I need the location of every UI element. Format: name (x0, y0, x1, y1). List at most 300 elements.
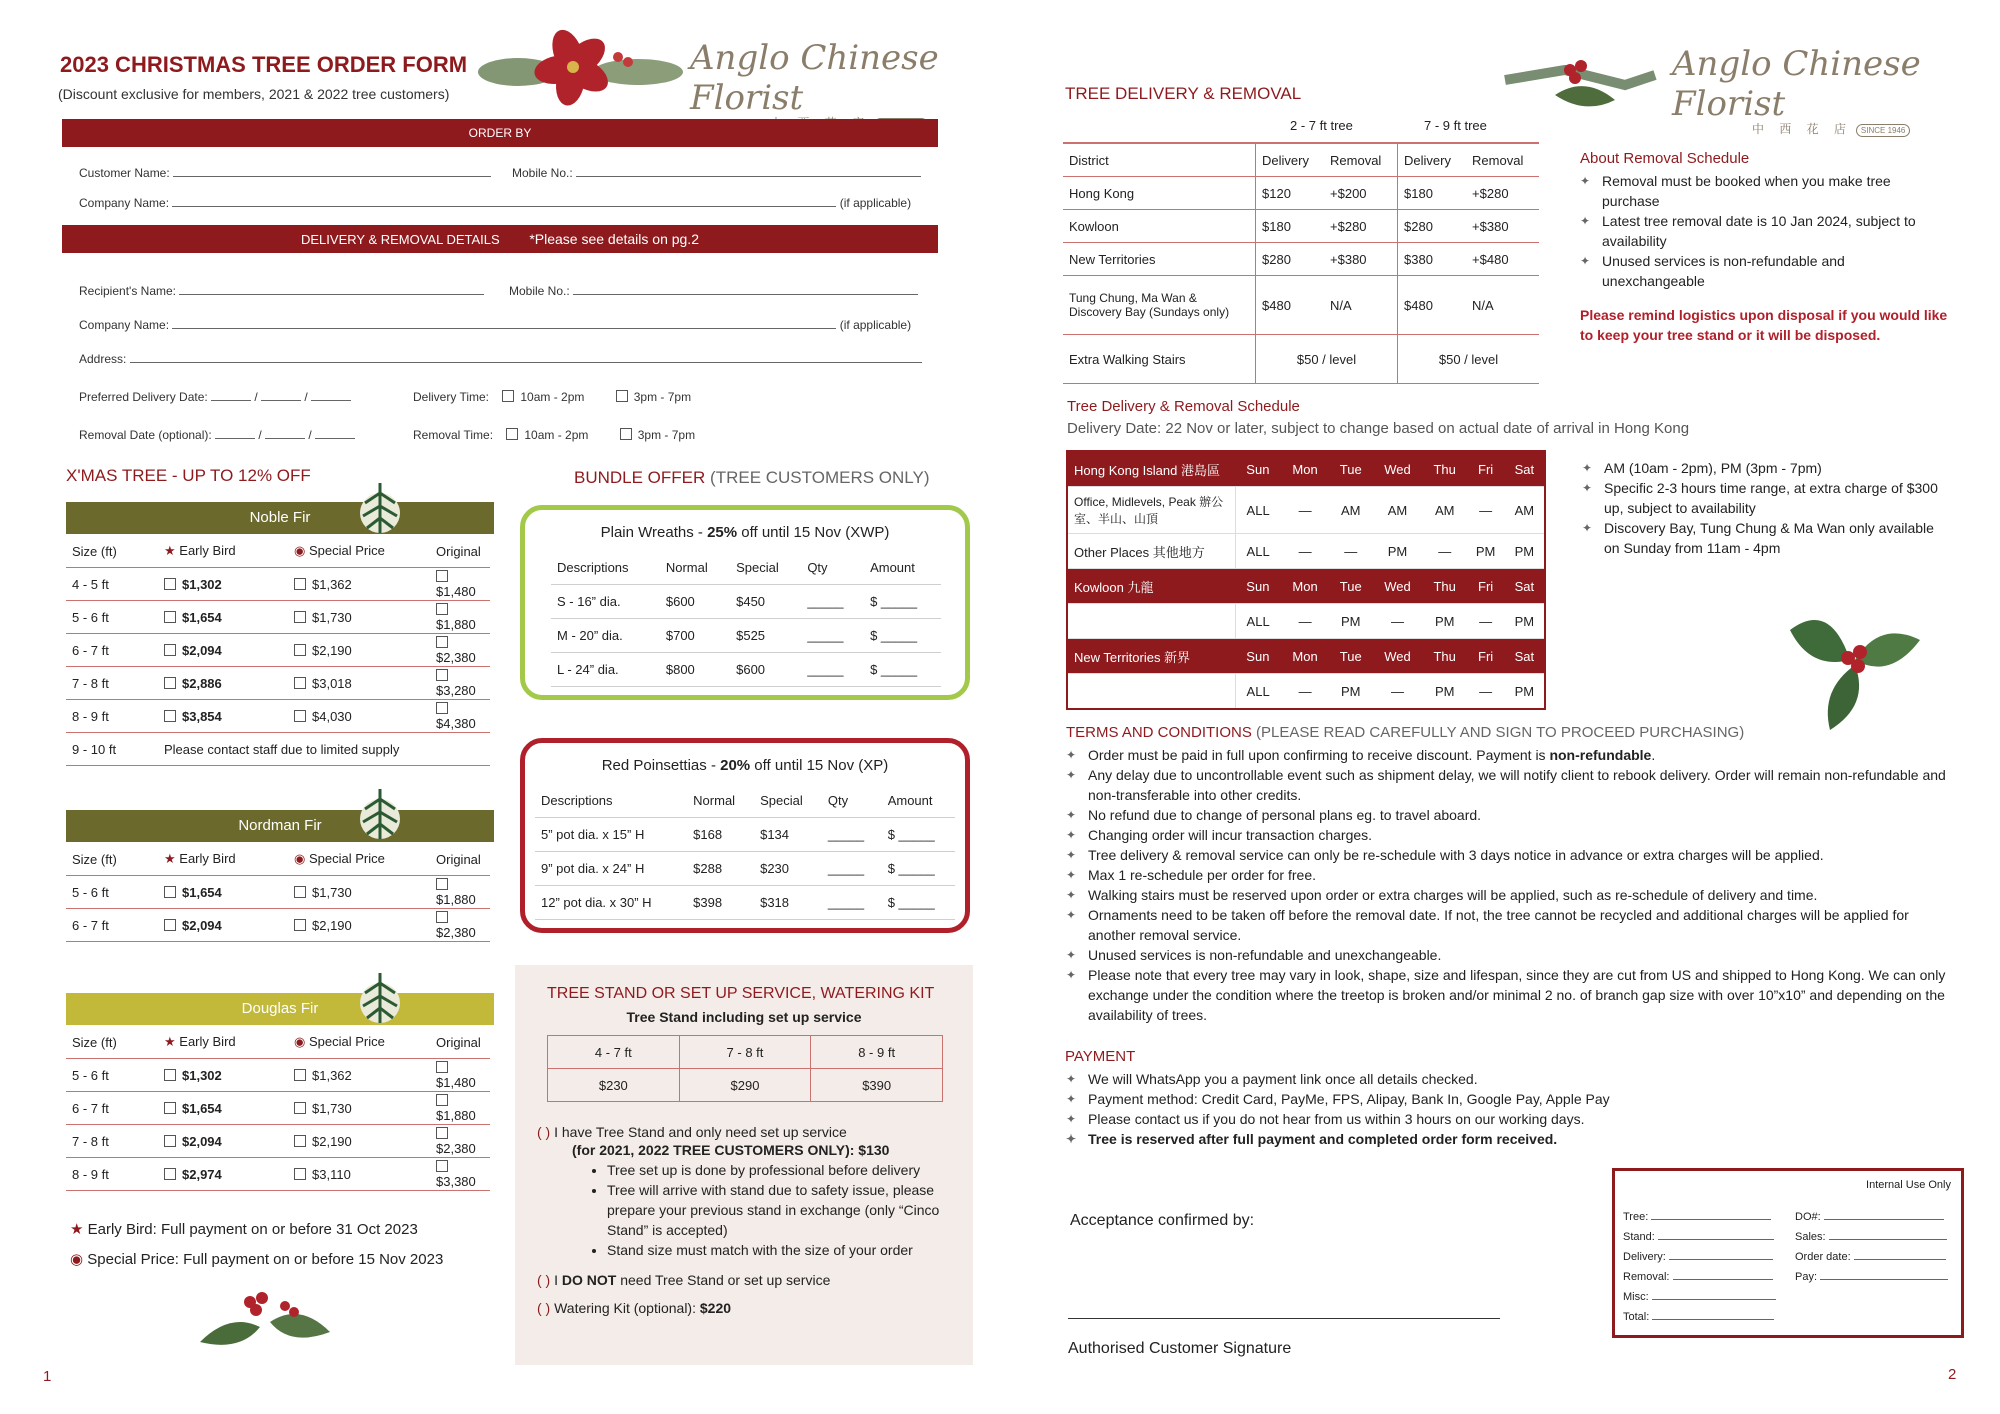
desc-cell: 9” pot dia. x 24” H (535, 852, 687, 886)
qty-input[interactable]: _____ (801, 585, 864, 619)
early-checkbox[interactable] (164, 710, 176, 722)
tree-stand-box (515, 965, 973, 1365)
no-stand-option[interactable] (537, 1272, 973, 1288)
size-cell: 6 - 7 ft (66, 1092, 158, 1125)
slot-cell: PM (1505, 674, 1545, 710)
special-note-text: Special Price: Full payment on or before 15 Nov 2023 (87, 1251, 444, 1268)
size-cell: 7 - 8 ft (66, 1125, 158, 1158)
poinsettia-table (535, 784, 955, 920)
amount-input[interactable]: $ _____ (882, 852, 955, 886)
price-cell: $280 (1256, 243, 1325, 276)
pine-branch-icon (355, 784, 405, 844)
size-cell: 7 - 8 ft (66, 667, 158, 700)
logo-text: Anglo Chinese Florist (1672, 44, 1921, 124)
preferred-delivery-date-field[interactable]: Preferred Delivery Date: / / (79, 390, 351, 404)
special-checkbox[interactable] (294, 1135, 306, 1147)
slot-cell: AM (1505, 487, 1545, 534)
qty-input[interactable]: _____ (801, 653, 864, 687)
stand-size-cell: 7 - 8 ft (679, 1036, 811, 1069)
price-cell: $480 (1398, 276, 1467, 335)
recipient-name-field[interactable] (79, 284, 484, 298)
table-row (1067, 487, 1545, 534)
special-cell: $230 (754, 852, 822, 886)
list-item: • Stand size must match with the size of your order (607, 1240, 953, 1260)
amount-input[interactable]: $ _____ (864, 653, 941, 687)
table-row (66, 1059, 490, 1092)
slot-cell: — (1372, 674, 1423, 710)
slot-cell: ALL (1235, 487, 1281, 534)
original-checkbox[interactable] (436, 636, 448, 648)
internal-field[interactable] (1795, 1267, 1948, 1287)
payment-list (1066, 1069, 1946, 1149)
price-cell: $50 / level (1398, 335, 1539, 384)
internal-use-title: Internal Use Only (1866, 1179, 1951, 1191)
stand-size-cell: 8 - 9 ft (811, 1036, 943, 1069)
district-cell: Kowloon (1063, 210, 1256, 243)
slot-cell: PM (1329, 674, 1372, 710)
list-item: ✦ Order must be paid in full upon confirming to receive discount. Payment is non-refundable. (1066, 745, 1946, 765)
original-checkbox[interactable] (436, 878, 448, 890)
col-original: Original (430, 843, 490, 876)
list-item: ✦ Any delay due to uncontrollable event such as shipment delay, we will notify client to rebook delivery. Order will remain non-refundable and non-transferable into other credits. (1066, 765, 1946, 805)
special-cell: $134 (754, 818, 822, 852)
original-price: $1,880 (436, 1108, 476, 1123)
recipient-mobile-label: Mobile No.: (509, 284, 570, 298)
slot-cell: ALL (1235, 674, 1281, 710)
removal-pm-checkbox[interactable] (620, 428, 632, 440)
brand-logo (690, 38, 1000, 131)
delivery-pm-checkbox[interactable] (616, 390, 628, 402)
setup-only-price: (for 2021, 2022 TREE CUSTOMERS ONLY): $130 (572, 1142, 890, 1158)
form-subtitle: (Discount exclusive for members, 2021 & 2022 tree customers) (58, 86, 450, 102)
poinsettia-title-post: off until 15 Nov (XP) (750, 757, 889, 774)
special-checkbox[interactable] (294, 1102, 306, 1114)
desc-cell: S - 16” dia. (551, 585, 660, 619)
price-cell: $180 (1256, 210, 1325, 243)
wreath-title-pct: 25% (707, 524, 738, 541)
bundle-offer-title (574, 468, 929, 488)
setup-only-option[interactable] (537, 1124, 973, 1140)
early-price: $2,974 (182, 1166, 222, 1182)
schedule-subtitle: Delivery Date: 22 Nov or later, subject to change based on actual date of arrival in Hong Kong (1067, 420, 1690, 437)
terms-list (1066, 745, 1946, 1025)
internal-field[interactable] (1623, 1267, 1776, 1287)
list-item: ✦ Discovery Bay, Tung Chung & Ma Wan only available on Sunday from 11am - 4pm (1582, 518, 1942, 558)
original-checkbox[interactable] (436, 1061, 448, 1073)
col-original: Original (430, 1026, 490, 1059)
day-cell: Wed (1372, 451, 1423, 487)
amount-input[interactable]: $ _____ (864, 619, 941, 653)
special-checkbox[interactable] (294, 611, 306, 623)
special-price: $4,030 (312, 708, 352, 724)
early-price: $2,094 (182, 642, 222, 658)
slot-cell: PM (1423, 674, 1467, 710)
area-cell: Other Places 其他地方 (1067, 534, 1235, 569)
list-item: ✦ Changing order will incur transaction charges. (1066, 825, 1946, 845)
col-qty: Qty (822, 784, 882, 818)
removal-schedule-info (1580, 150, 1950, 345)
poinsettia-title-pre: Red Poinsettias - (601, 757, 721, 774)
delivery-time-label: Delivery Time: (413, 390, 490, 404)
qty-input[interactable]: _____ (822, 852, 882, 886)
col-size: Size (ft) (66, 535, 158, 568)
order-by-bar: ORDER BY (62, 119, 938, 147)
delivery-am-checkbox[interactable] (502, 390, 514, 402)
qty-input[interactable]: _____ (822, 818, 882, 852)
logo-text: Anglo Chinese Florist (690, 38, 939, 118)
price-cell: +$380 (1324, 243, 1398, 276)
no-stand-post: need Tree Stand or set up service (616, 1272, 831, 1288)
special-price: $2,190 (312, 642, 352, 658)
table-header-row (1067, 569, 1545, 604)
special-checkbox[interactable] (294, 644, 306, 656)
early-checkbox[interactable] (164, 578, 176, 590)
col-special: Special (730, 551, 801, 585)
logo-since: SINCE 1946 (1856, 124, 1910, 137)
table-header-row (551, 551, 941, 585)
day-cell: Sat (1505, 451, 1545, 487)
district-cell: Extra Walking Stairs (1063, 335, 1256, 384)
slot-cell: ALL (1235, 534, 1281, 569)
option-paren: ( ) (537, 1300, 551, 1316)
form-title: 2023 CHRISTMAS TREE ORDER FORM (60, 52, 468, 77)
original-checkbox[interactable] (436, 570, 448, 582)
price-cell: $180 (1398, 177, 1467, 210)
table-row (551, 619, 941, 653)
desc-cell: 12” pot dia. x 30” H (535, 886, 687, 920)
watering-kit-option[interactable] (537, 1300, 973, 1316)
price-cell: +$280 (1466, 177, 1539, 210)
slot-cell: AM (1329, 487, 1372, 534)
company-name-label: Company Name: (79, 196, 170, 210)
price-cell: N/A (1324, 276, 1398, 335)
special-checkbox[interactable] (294, 886, 306, 898)
removal-bullets (1580, 171, 1950, 291)
address-field[interactable] (79, 352, 922, 366)
internal-field[interactable] (1623, 1207, 1776, 1227)
mobile-label: Mobile No.: (512, 166, 573, 180)
table-row (535, 886, 955, 920)
day-cell: Sun (1235, 569, 1281, 604)
poinsettia-decoration-icon (478, 22, 688, 112)
special-checkbox[interactable] (294, 710, 306, 722)
normal-cell: $288 (687, 852, 754, 886)
internal-field-label: Misc: (1623, 1291, 1649, 1303)
special-price: $1,362 (312, 1067, 352, 1083)
special-cell: $450 (730, 585, 801, 619)
col-size: Size (ft) (66, 843, 158, 876)
table-row (66, 733, 490, 766)
stand-price-cell: $230 (548, 1069, 680, 1102)
slot-cell: — (1466, 674, 1504, 710)
terms-title-text: TERMS AND CONDITIONS (1066, 724, 1252, 741)
recipient-mobile-field[interactable] (509, 284, 918, 298)
special-cell: $318 (754, 886, 822, 920)
poinsettia-title-pct: 20% (720, 757, 751, 774)
col-special: Special (754, 784, 822, 818)
table-header-row (66, 843, 490, 876)
payment-title: PAYMENT (1065, 1048, 1136, 1065)
terms-subtitle: (PLEASE READ CAREFULLY AND SIGN TO PROCEED PURCHASING) (1256, 724, 1745, 741)
special-price: $1,362 (312, 576, 352, 592)
table-row (551, 653, 941, 687)
size-cell: 8 - 9 ft (66, 1158, 158, 1191)
early-price: $2,094 (182, 1133, 222, 1149)
amount-input[interactable]: $ _____ (864, 585, 941, 619)
early-price: $1,654 (182, 609, 222, 625)
amount-input[interactable]: $ _____ (882, 818, 955, 852)
special-price: $1,730 (312, 609, 352, 625)
col-qty: Qty (801, 551, 864, 585)
delivery-bar-label: DELIVERY & REMOVAL DETAILS (301, 232, 500, 247)
early-price: $1,654 (182, 884, 222, 900)
list-item: ✦ We will WhatsApp you a payment link once all details checked. (1066, 1069, 1946, 1089)
setup-only-label: I have Tree Stand and only need set up service (554, 1124, 847, 1140)
list-item: ✦ Latest tree removal date is 10 Jan 2024, subject to availability (1580, 211, 1950, 251)
normal-cell: $398 (687, 886, 754, 920)
removal-date-field[interactable]: Removal Date (optional): / / (79, 428, 355, 442)
day-cell: Sun (1235, 639, 1281, 674)
early-checkbox[interactable] (164, 677, 176, 689)
removal-am-checkbox[interactable] (506, 428, 518, 440)
table-row (548, 1069, 943, 1102)
special-price: $3,018 (312, 675, 352, 691)
special-checkbox[interactable] (294, 578, 306, 590)
size-cell: 8 - 9 ft (66, 700, 158, 733)
district-cell: New Territories (1063, 243, 1256, 276)
list-item: ✦ Please note that every tree may vary in look, shape, size and lifespan, since they are cut from US and shipped to Hong Kong. We can only exchange under the condition where the treetop is broken and/or minimal 2 no. of branch gap size with over 10”x10” and depending on the availability of trees. (1066, 965, 1946, 1025)
noble-fir-table (66, 535, 490, 766)
special-price-note: ◉ Special Price: Full payment on or before 15 Nov 2023 (70, 1251, 444, 1268)
internal-field-label: Sales: (1795, 1231, 1826, 1243)
col-removal: Removal (1466, 143, 1539, 177)
schedule-title: Tree Delivery & Removal Schedule (1067, 398, 1300, 415)
col-early-label: Early Bird (179, 851, 236, 866)
internal-field[interactable] (1623, 1287, 1776, 1307)
noble-fir-header: Noble Fir (66, 502, 494, 534)
original-price: $3,280 (436, 683, 476, 698)
xmas-tree-title: X'MAS TREE - UP TO 12% OFF (66, 466, 311, 485)
col-descriptions: Descriptions (535, 784, 687, 818)
table-row (66, 700, 490, 733)
size-cell: 5 - 6 ft (66, 1059, 158, 1092)
list-item: ✦ Unused services is non-refundable and unexchangeable. (1066, 945, 1946, 965)
price-cell: N/A (1466, 276, 1539, 335)
stand-size-cell: 4 - 7 ft (548, 1036, 680, 1069)
watering-kit-label: Watering Kit (optional): (554, 1300, 696, 1316)
recipient-if-applicable: (if applicable) (839, 318, 912, 332)
no-stand-bold: DO NOT (561, 1272, 617, 1288)
col-early-label: Early Bird (179, 1034, 236, 1049)
stand-price-cell: $290 (679, 1069, 811, 1102)
slot-cell: — (1423, 534, 1467, 569)
special-price: $2,190 (312, 1133, 352, 1149)
no-stand-pre: I (554, 1272, 562, 1288)
table-row (66, 667, 490, 700)
col-amount: Amount (864, 551, 941, 585)
table-row (66, 1125, 490, 1158)
internal-use-box (1612, 1168, 1964, 1338)
original-checkbox[interactable] (436, 1127, 448, 1139)
early-price: $1,302 (182, 1067, 222, 1083)
special-checkbox[interactable] (294, 919, 306, 931)
special-price: $1,730 (312, 1100, 352, 1116)
early-checkbox[interactable] (164, 1102, 176, 1114)
internal-field-label: Order date: (1795, 1251, 1851, 1263)
remind-note: Please remind logistics upon disposal if you would like to keep your tree stand or it will be disposed. (1580, 307, 1948, 343)
poinsettia-offer-box (520, 738, 970, 933)
amount-input[interactable]: $ _____ (882, 886, 955, 920)
slot-cell: — (1281, 674, 1330, 710)
company-name-field[interactable] (79, 196, 911, 210)
internal-field-label: Pay: (1795, 1271, 1818, 1283)
wreath-table (551, 551, 941, 687)
acceptance-label: Acceptance confirmed by: (1070, 1212, 1255, 1229)
day-cell: Tue (1329, 639, 1372, 674)
original-checkbox[interactable] (436, 669, 448, 681)
early-checkbox[interactable] (164, 644, 176, 656)
page-number: 1 (43, 1368, 52, 1385)
early-checkbox[interactable] (164, 611, 176, 623)
special-checkbox[interactable] (294, 1069, 306, 1081)
slot-cell: PM (1505, 604, 1545, 639)
table-row (66, 1158, 490, 1191)
day-cell: Thu (1423, 639, 1467, 674)
table-header-row (1067, 451, 1545, 487)
option-paren: ( ) (537, 1124, 551, 1140)
early-checkbox[interactable] (164, 1135, 176, 1147)
signature-line[interactable] (1068, 1318, 1500, 1319)
internal-field[interactable] (1623, 1227, 1776, 1247)
slot-cell: — (1466, 487, 1504, 534)
day-cell: Tue (1329, 569, 1372, 604)
original-price: $3,380 (436, 1174, 476, 1189)
internal-field[interactable] (1795, 1207, 1948, 1227)
day-cell: Sat (1505, 569, 1545, 604)
logo-chinese: 中 西 花 店 (1752, 122, 1853, 136)
poinsettia-offer-title (525, 757, 965, 774)
list-item: ✦ Ornaments need to be taken off before the removal date. If not, the tree cannot be recycled and additional charges will be applied for another removal service. (1066, 905, 1946, 945)
nordman-fir-table (66, 843, 490, 942)
early-price: $1,302 (182, 576, 222, 592)
table-row (551, 585, 941, 619)
col-early: ★ Early Bird (158, 843, 288, 876)
table-row (66, 1092, 490, 1125)
special-checkbox[interactable] (294, 1168, 306, 1180)
customer-name-field[interactable] (79, 166, 491, 180)
original-checkbox[interactable] (436, 1094, 448, 1106)
recipient-company-field[interactable] (79, 318, 911, 332)
original-checkbox[interactable] (436, 1160, 448, 1172)
table-row (1063, 335, 1539, 384)
day-cell: Thu (1423, 569, 1467, 604)
mobile-field[interactable] (512, 166, 921, 180)
day-cell: Fri (1466, 569, 1504, 604)
col-special-label: Special Price (308, 851, 385, 866)
group-7-9ft: 7 - 9 ft tree (1424, 118, 1487, 133)
slot-cell: — (1281, 604, 1330, 639)
bundle-sub-text: (TREE CUSTOMERS ONLY) (710, 468, 930, 487)
price-cell: +$380 (1466, 210, 1539, 243)
address-label: Address: (79, 352, 127, 366)
delivery-pm-label: 3pm - 7pm (633, 390, 692, 404)
special-checkbox[interactable] (294, 677, 306, 689)
slot-cell: PM (1466, 534, 1504, 569)
col-special-label: Special Price (308, 543, 385, 558)
holly-decoration-icon (1770, 590, 1930, 740)
table-row (535, 818, 955, 852)
original-price: $2,380 (436, 1141, 476, 1156)
list-item: ✦ Tree delivery & removal service can only be re-schedule with 3 days notice in advance or extra charges will be applied. (1066, 845, 1946, 865)
original-checkbox[interactable] (436, 911, 448, 923)
douglas-fir-header: Douglas Fir (66, 993, 494, 1025)
table-header-row (1067, 639, 1545, 674)
slot-cell: PM (1329, 604, 1372, 639)
table-row (66, 909, 490, 942)
day-cell: Sat (1505, 639, 1545, 674)
table-row (66, 568, 490, 601)
region-nt: New Territories 新界 (1067, 639, 1235, 674)
customer-name-label: Customer Name: (79, 166, 170, 180)
internal-field-label: Stand: (1623, 1231, 1655, 1243)
original-checkbox[interactable] (436, 702, 448, 714)
size-cell: 6 - 7 ft (66, 634, 158, 667)
option-paren: ( ) (537, 1272, 551, 1288)
list-item: ✦ Unused services is non-refundable and unexchangeable (1580, 251, 1950, 291)
col-amount: Amount (882, 784, 955, 818)
desc-cell: M - 20” dia. (551, 619, 660, 653)
internal-field[interactable] (1623, 1307, 1776, 1327)
table-row (535, 852, 955, 886)
early-price: $2,094 (182, 917, 222, 933)
removal-pm-label: 3pm - 7pm (637, 428, 696, 442)
early-checkbox[interactable] (164, 886, 176, 898)
slot-cell: — (1372, 604, 1423, 639)
qty-input[interactable]: _____ (801, 619, 864, 653)
internal-right-fields (1795, 1207, 1948, 1287)
price-cell: $120 (1256, 177, 1325, 210)
table-header-row (66, 535, 490, 568)
brand-logo (1672, 44, 2000, 137)
col-early: ★ Early Bird (158, 535, 288, 568)
col-delivery: Delivery (1398, 143, 1467, 177)
slot-cell: — (1281, 487, 1330, 534)
col-special: ◉ Special Price (288, 843, 430, 876)
early-bird-note: ★ Early Bird: Full payment on or before 31 Oct 2023 (70, 1221, 418, 1238)
early-checkbox[interactable] (164, 1069, 176, 1081)
schedule-bullets (1582, 458, 1942, 558)
early-checkbox[interactable] (164, 1168, 176, 1180)
early-checkbox[interactable] (164, 919, 176, 931)
delivery-note: *Please see details on pg.2 (529, 231, 699, 247)
internal-field[interactable] (1795, 1247, 1948, 1267)
col-normal: Normal (660, 551, 730, 585)
internal-field-label: Delivery: (1623, 1251, 1666, 1263)
qty-input[interactable]: _____ (822, 886, 882, 920)
original-checkbox[interactable] (436, 603, 448, 615)
signature-label: Authorised Customer Signature (1068, 1340, 1292, 1357)
normal-cell: $168 (687, 818, 754, 852)
terms-title (1066, 724, 1744, 741)
internal-field[interactable] (1795, 1227, 1948, 1247)
special-cell: $600 (730, 653, 801, 687)
col-special: ◉ Special Price (288, 1026, 430, 1059)
delivery-title: TREE DELIVERY & REMOVAL (1065, 84, 1302, 103)
table-header-row (66, 1026, 490, 1059)
day-cell: Mon (1281, 569, 1330, 604)
internal-field[interactable] (1623, 1247, 1776, 1267)
slot-cell: PM (1423, 604, 1467, 639)
